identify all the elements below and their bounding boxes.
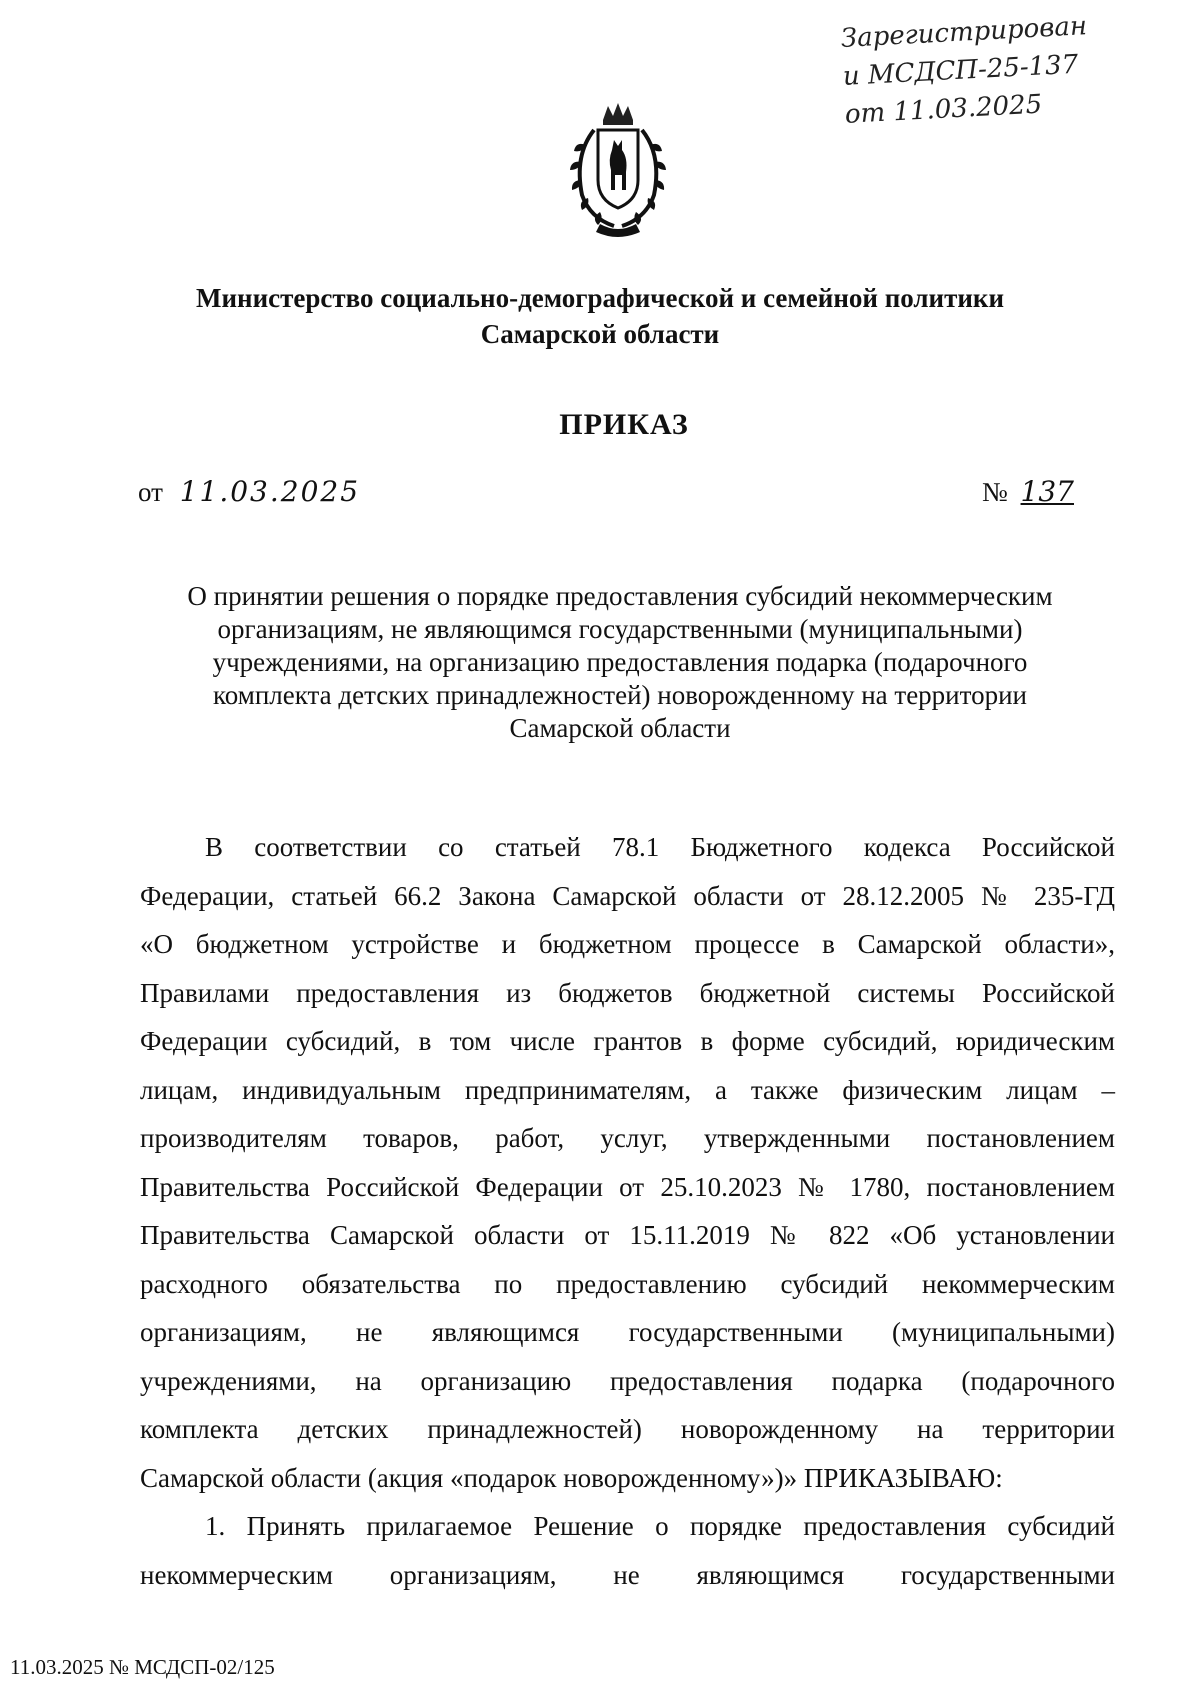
order-subject <box>140 580 1100 745</box>
body-line: 1. Принять прилагаемое Решение о порядке предоставления субсидий <box>205 1511 1115 1541</box>
body-line: Правилами предоставления из бюджетов бюджетной системы Российской <box>140 977 1115 1008</box>
subject-line: комплекта детских принадлежностей) новорожденному на территории <box>213 680 1027 710</box>
subject-line: учреждениями, на организацию предоставления подарка (подарочного <box>212 647 1028 677</box>
body-line: Самарской области (акция «подарок новорожденному»)» ПРИКАЗЫВАЮ: <box>140 1462 1003 1493</box>
order-body <box>140 823 1115 1599</box>
order-date <box>138 475 360 508</box>
footer-registration-number: 11.03.2025 № МСДСП-02/125 <box>10 1655 275 1679</box>
ministry-line-2: Самарской области <box>480 319 720 349</box>
body-line: «О бюджетном устройстве и бюджетном процессе в Самарской области», <box>140 929 1115 959</box>
body-line: Федерации субсидий, в том числе грантов в форме субсидий, юридическим <box>140 1026 1115 1056</box>
body-line: лицам, индивидуальным предпринимателям, а также физическим лицам – <box>140 1074 1115 1105</box>
body-line: организациям, не являющимся государственными (муниципальными) <box>140 1317 1115 1347</box>
handwritten-registration-note <box>840 4 1146 134</box>
date-value: 11.03.2025 <box>179 475 361 508</box>
registration-line-3: от 11.03.2025 <box>844 89 1043 130</box>
number-value: 137 <box>1020 475 1074 508</box>
body-line: В соответствии со статьей 78.1 Бюджетного кодекса Российской <box>205 832 1115 862</box>
document-type-heading: ПРИКАЗ <box>559 408 689 441</box>
ministry-line-1: Министерство социально-демографической и семейной политики <box>195 283 1005 313</box>
date-prefix: от <box>138 477 163 507</box>
samara-coat-of-arms-icon <box>556 100 680 240</box>
body-line: Федерации, статьей 66.2 Закона Самарской области от 28.12.2005 № 235-ГД <box>140 880 1115 911</box>
subject-line: О принятии решения о порядке предоставления субсидий некоммерческим <box>187 581 1053 611</box>
body-line: Правительства Российской Федерации от 25.10.2023 № 1780, постановлением <box>140 1171 1115 1202</box>
body-line: комплекта детских принадлежностей) новорожденному на территории <box>140 1414 1115 1444</box>
subject-line: Самарской области <box>509 713 731 743</box>
body-line: производителям товаров, работ, услуг, утвержденными постановлением <box>140 1123 1115 1153</box>
coat-of-arms-svg <box>556 100 680 240</box>
number-prefix: № <box>982 477 1008 507</box>
order-number <box>982 475 1080 508</box>
registration-line-1: Зарегистрирован <box>840 11 1088 54</box>
body-line: некоммерческим организациям, не являющимся государственными <box>140 1559 1115 1590</box>
body-line: учреждениями, на организацию предоставления подарка (подарочного <box>140 1365 1115 1396</box>
subject-line: организациям, не являющимся государственными (муниципальными) <box>217 614 1023 644</box>
ministry-title <box>120 280 1080 352</box>
registration-line-2: и МСДСП-25-137 <box>842 49 1079 92</box>
body-line: расходного обязательства по предоставлению субсидий некоммерческим <box>140 1268 1115 1299</box>
body-line: Правительства Самарской области от 15.11.2019 № 822 «Об установлении <box>140 1220 1115 1250</box>
